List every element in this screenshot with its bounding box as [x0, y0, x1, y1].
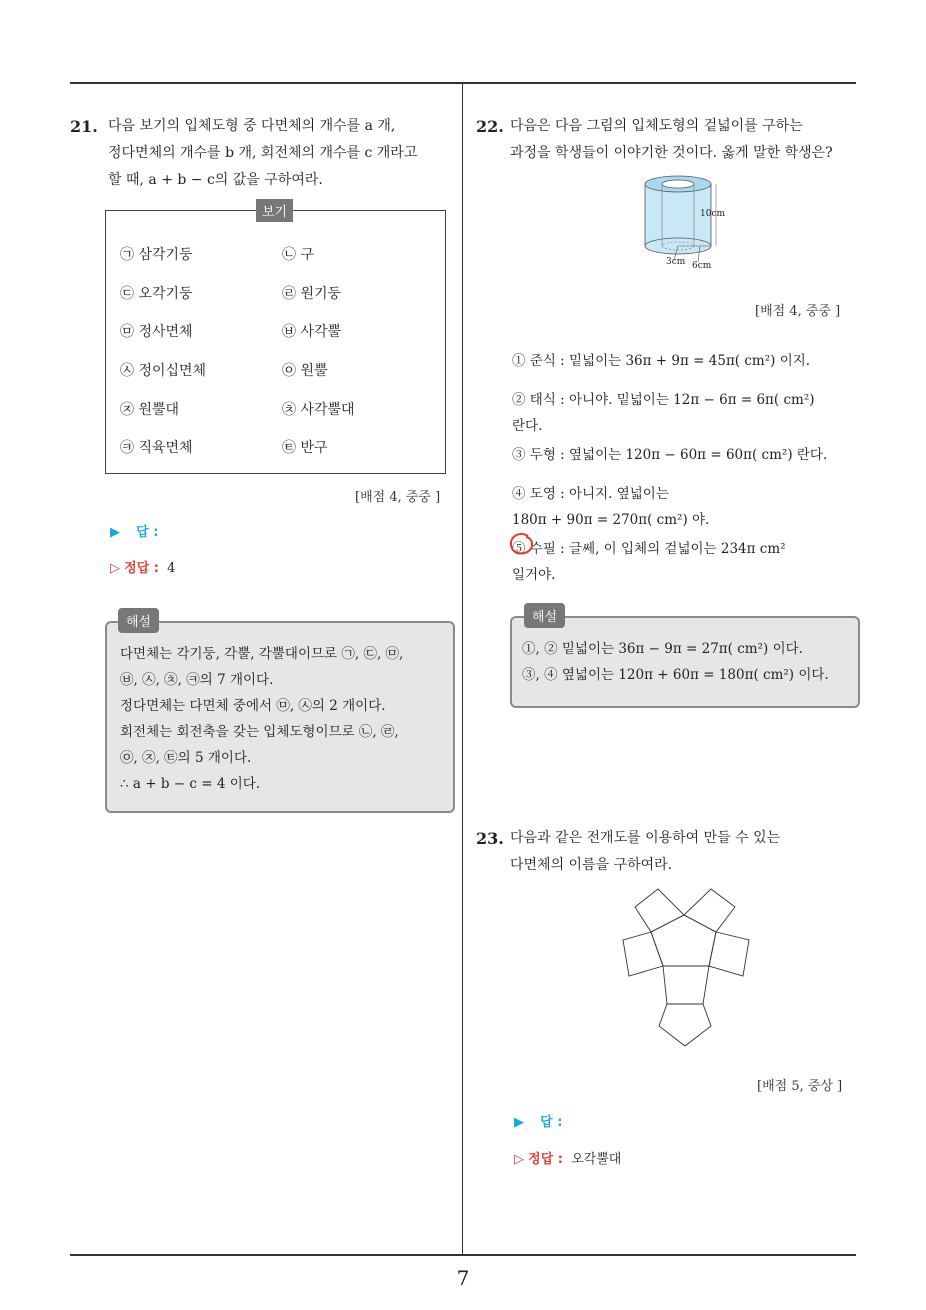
- column-divider: [462, 83, 463, 1255]
- q21-solution-label: 해설: [118, 608, 159, 633]
- q22-solution-box: [510, 616, 860, 708]
- q23-correct-row: [514, 1148, 621, 1167]
- q23-line-1: 다음과 같은 전개도를 이용하여 만들 수 있는: [510, 830, 781, 846]
- q22-number: 22.: [476, 117, 504, 136]
- q23-answer-label: 답 :: [540, 1115, 563, 1130]
- q21-solution-line: ㉧, ㉨, ㉫의 5 개이다.: [120, 750, 252, 766]
- q23-line-2: 다면체의 이름을 구하여라.: [510, 857, 673, 873]
- q21-answer-label: 답 :: [136, 525, 159, 540]
- q21-line-2: 정다면체의 개수를 b 개, 회전체의 개수를 c 개라고: [108, 145, 418, 161]
- q22-option: ④ 도영 : 아니지. 옆넓이는: [512, 486, 669, 502]
- fig-label-height: 10cm: [700, 209, 726, 219]
- bottom-rule: [70, 1254, 856, 1256]
- q21-solution-line: ㉥, ㉦, ㉩, ㉪의 7 개이다.: [120, 672, 274, 688]
- outline-triangle-icon: ▷: [110, 561, 120, 576]
- q21-item: ㉣ 원기둥: [282, 286, 342, 302]
- q22-option: 180π + 90π = 270π( cm²) 야.: [512, 512, 710, 528]
- q21-solution-line: 정다면체는 다면체 중에서 ㉤, ㉦의 2 개이다.: [120, 698, 386, 714]
- q23-number: 23.: [476, 829, 504, 848]
- q21-item: ㉥ 사각뿔: [282, 324, 342, 340]
- triangle-icon: ▶: [514, 1115, 524, 1130]
- q21-item: ㉡ 구: [282, 247, 314, 263]
- top-rule: [70, 82, 856, 84]
- q22-line-1: 다음은 다음 그림의 입체도형의 겉넓이를 구하는: [510, 118, 803, 134]
- net-diagram-figure: [615, 880, 760, 1055]
- q22-option: 란다.: [512, 418, 543, 434]
- q21-item: ㉠ 삼각기둥: [120, 247, 193, 263]
- q22-score: [배점 4, 중중 ]: [755, 304, 841, 319]
- fig-label-inner: 3cm: [666, 257, 686, 267]
- q21-line-1: 다음 보기의 입체도형 중 다면체의 개수를 a 개,: [108, 118, 396, 134]
- q21-correct-label: 정답 :: [124, 561, 159, 576]
- q21-bogi-label: 보기: [256, 199, 293, 222]
- q21-correct-value: 4: [167, 561, 176, 576]
- q22-line-2: 과정을 학생들이 이야기한 것이다. 옳게 말한 학생은?: [510, 145, 833, 161]
- q21-item: ㉧ 원뿔: [282, 363, 328, 379]
- page-number: 7: [456, 1266, 470, 1290]
- q21-solution-line: 다면체는 각기둥, 각뿔, 각뿔대이므로 ㉠, ㉢, ㉤,: [120, 646, 404, 662]
- q21-item: ㉫ 반구: [282, 440, 328, 456]
- q21-score: [배점 4, 중중 ]: [355, 490, 441, 505]
- q23-correct-value: 오각뿔대: [571, 1152, 622, 1167]
- q21-correct-row: [110, 557, 175, 576]
- q21-solution-line: ∴ a + b − c = 4 이다.: [120, 776, 261, 792]
- outline-triangle-icon: ▷: [514, 1152, 524, 1167]
- triangle-icon: ▶: [110, 525, 120, 540]
- q21-item: ㉨ 원뿔대: [120, 402, 180, 418]
- q23-answer-row: [514, 1111, 562, 1130]
- q21-item: ㉤ 정사면체: [120, 324, 193, 340]
- q21-item: ㉢ 오각기둥: [120, 286, 193, 302]
- q21-answer-row: [110, 521, 158, 540]
- q22-option: ① 준식 : 밑넓이는 36π + 9π = 45π( cm²) 이지.: [512, 353, 811, 369]
- q22-solution-line: ③, ④ 옆넓이는 120π + 60π = 180π( cm²) 이다.: [522, 667, 829, 683]
- q22-solution-line: ①, ② 밑넓이는 36π − 9π = 27π( cm²) 이다.: [522, 641, 803, 657]
- q22-option: ② 태식 : 아니야. 밑넓이는 12π − 6π = 6π( cm²): [512, 392, 815, 408]
- q21-item: ㉪ 직육면체: [120, 440, 193, 456]
- q23-score: [배점 5, 중상 ]: [757, 1079, 843, 1094]
- q21-line-3: 할 때, a + b − c의 값을 구하여라.: [108, 172, 323, 188]
- q21-solution-line: 회전체는 회전축을 갖는 입체도형이므로 ㉡, ㉣,: [120, 724, 399, 740]
- q22-option: ⑤ 수필 : 글쎄, 이 입체의 겉넓이는 234π cm²: [512, 541, 786, 557]
- q22-option: ③ 두형 : 옆넓이는 120π − 60π = 60π( cm²) 란다.: [512, 447, 828, 463]
- q21-item: ㉦ 정이십면체: [120, 363, 207, 379]
- q21-number: 21.: [70, 117, 98, 136]
- q21-item: ㉩ 사각뿔대: [282, 402, 355, 418]
- red-circle-mark-icon: [508, 532, 536, 558]
- q22-option: 일거야.: [512, 567, 556, 583]
- fig-label-outer: 6cm: [692, 261, 712, 271]
- q22-solution-label: 해설: [524, 603, 565, 628]
- q23-correct-label: 정답 :: [528, 1152, 563, 1167]
